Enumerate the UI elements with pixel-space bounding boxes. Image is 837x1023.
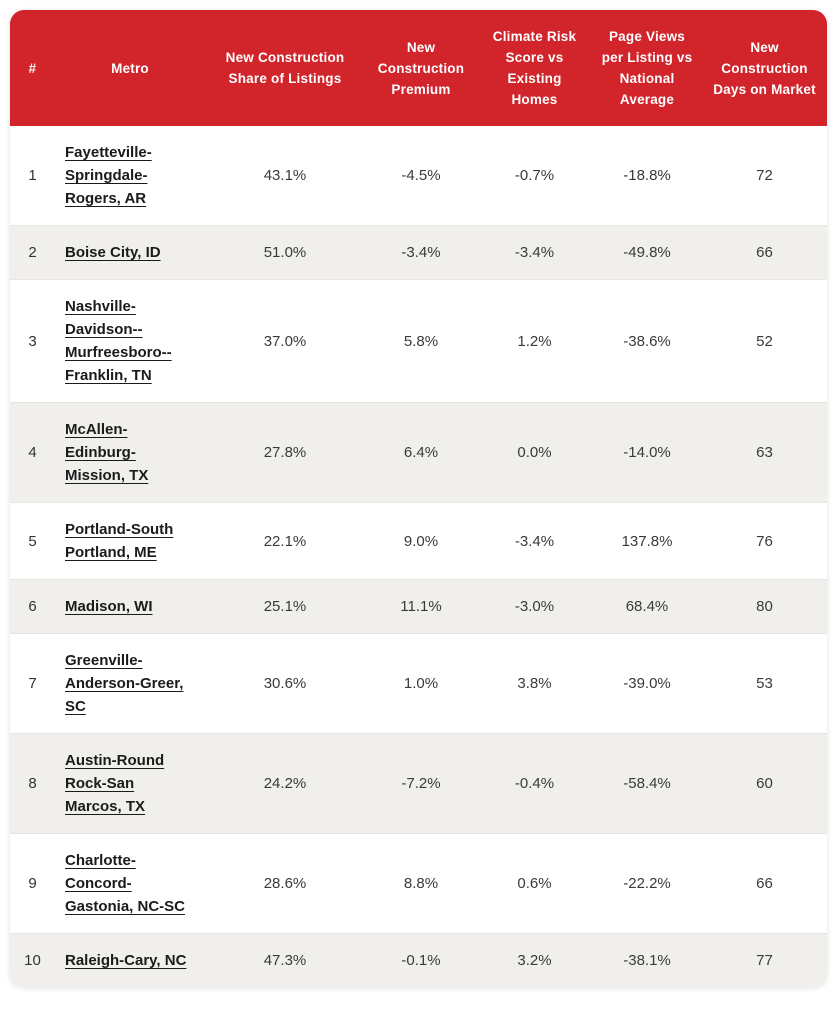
cell-share: 28.6% [205,834,365,934]
cell-metro [55,226,205,280]
column-header-dom: New Construction Days on Market [702,10,827,126]
cell-metro [55,126,205,226]
cell-dom: 63 [702,403,827,503]
cell-views: -18.8% [623,167,671,184]
cell-dom: 77 [702,934,827,988]
cell-premium: -3.4% [365,226,477,280]
column-header-rank: # [10,10,55,126]
table-row [10,403,827,503]
cell-share: 27.8% [205,403,365,503]
cell-metro [55,634,205,734]
cell-premium: 6.4% [365,403,477,503]
cell-share: 24.2% [205,734,365,834]
cell-views: -14.0% [592,403,702,503]
cell-metro [55,403,205,503]
table-row [10,226,827,280]
cell-views: 68.4% [592,580,702,634]
cell-metro [55,503,205,580]
cell-dom: 66 [702,834,827,934]
cell-rank: 6 [10,580,55,634]
column-header-metro: Metro [55,10,205,126]
cell-climate: 3.8% [477,634,592,734]
cell-rank: 1 [28,167,37,184]
cell-rank: 8 [10,734,55,834]
cell-views: 137.8% [592,503,702,580]
cell-share: 30.6% [205,634,365,734]
cell-metro [55,834,205,934]
cell-premium: 11.1% [365,580,477,634]
cell-dom: 66 [702,226,827,280]
column-header-climate: Climate Risk Score vs Existing Homes [477,10,592,126]
cell-share: 51.0% [205,226,365,280]
cell-climate: 1.2% [477,280,592,403]
table-row [10,503,827,580]
cell-share: 47.3% [205,934,365,988]
table-row [10,280,827,403]
cell-rank: 9 [10,834,55,934]
table-header-row [10,10,827,126]
cell-rank: 5 [10,503,55,580]
cell-climate: -0.4% [477,734,592,834]
metro-link[interactable]: Boise City, ID [65,244,161,261]
cell-climate: 3.2% [477,934,592,988]
cell-climate: 0.0% [477,403,592,503]
cell-share: 43.1% [263,167,307,184]
metro-link[interactable]: Fayetteville-Springdale-Rogers, AR [65,144,152,207]
cell-dom: 52 [702,280,827,403]
table-row [10,934,827,988]
table-row [10,734,827,834]
table-body [10,126,827,987]
cell-premium: -0.1% [365,934,477,988]
column-header-share: New Construction Share of Listings [205,10,365,126]
cell-climate: -3.4% [477,503,592,580]
cell-premium: 9.0% [365,503,477,580]
table-row [10,580,827,634]
new-construction-metro-table [10,10,827,987]
column-header-views: Page Views per Listing vs National Average [592,10,702,126]
cell-premium: 5.8% [365,280,477,403]
metro-link[interactable]: McAllen-Edinburg-Mission, TX [65,421,149,484]
cell-metro [55,934,205,988]
cell-share: 25.1% [205,580,365,634]
cell-metro [55,280,205,403]
cell-dom: 80 [702,580,827,634]
cell-dom: 72 [756,167,773,184]
table-row [10,126,827,226]
cell-climate: 0.6% [477,834,592,934]
cell-views: -38.1% [592,934,702,988]
metro-link[interactable]: Charlotte-Concord-Gastonia, NC-SC [65,852,186,915]
metro-link[interactable]: Nashville-Davidson--Murfreesboro--Franklin, TN [65,298,172,384]
cell-metro [55,734,205,834]
cell-dom: 53 [702,634,827,734]
cell-metro [55,580,205,634]
cell-views: -58.4% [592,734,702,834]
table-row [10,834,827,934]
cell-dom: 76 [702,503,827,580]
metro-link[interactable]: Greenville-Anderson-Greer, SC [65,652,184,715]
metro-table-card [10,10,827,987]
cell-rank: 3 [10,280,55,403]
cell-views: -49.8% [592,226,702,280]
cell-premium: 8.8% [365,834,477,934]
metro-link[interactable]: Madison, WI [65,598,153,615]
cell-rank: 2 [10,226,55,280]
cell-views: -39.0% [592,634,702,734]
cell-climate: -0.7% [514,167,555,184]
cell-rank: 7 [10,634,55,734]
cell-premium: -4.5% [401,167,441,184]
metro-link[interactable]: Raleigh-Cary, NC [65,952,187,969]
cell-rank: 10 [10,934,55,988]
cell-views: -38.6% [592,280,702,403]
cell-dom: 60 [702,734,827,834]
cell-share: 37.0% [205,280,365,403]
metro-link[interactable]: Portland-South Portland, ME [65,521,174,561]
column-header-premium: New Construction Premium [365,10,477,126]
table-header [10,10,827,126]
cell-share: 22.1% [205,503,365,580]
table-row [10,634,827,734]
cell-premium: 1.0% [365,634,477,734]
cell-rank: 4 [10,403,55,503]
cell-views: -22.2% [592,834,702,934]
cell-climate: -3.4% [477,226,592,280]
cell-climate: -3.0% [477,580,592,634]
metro-link[interactable]: Austin-Round Rock-San Marcos, TX [65,752,165,815]
cell-premium: -7.2% [365,734,477,834]
